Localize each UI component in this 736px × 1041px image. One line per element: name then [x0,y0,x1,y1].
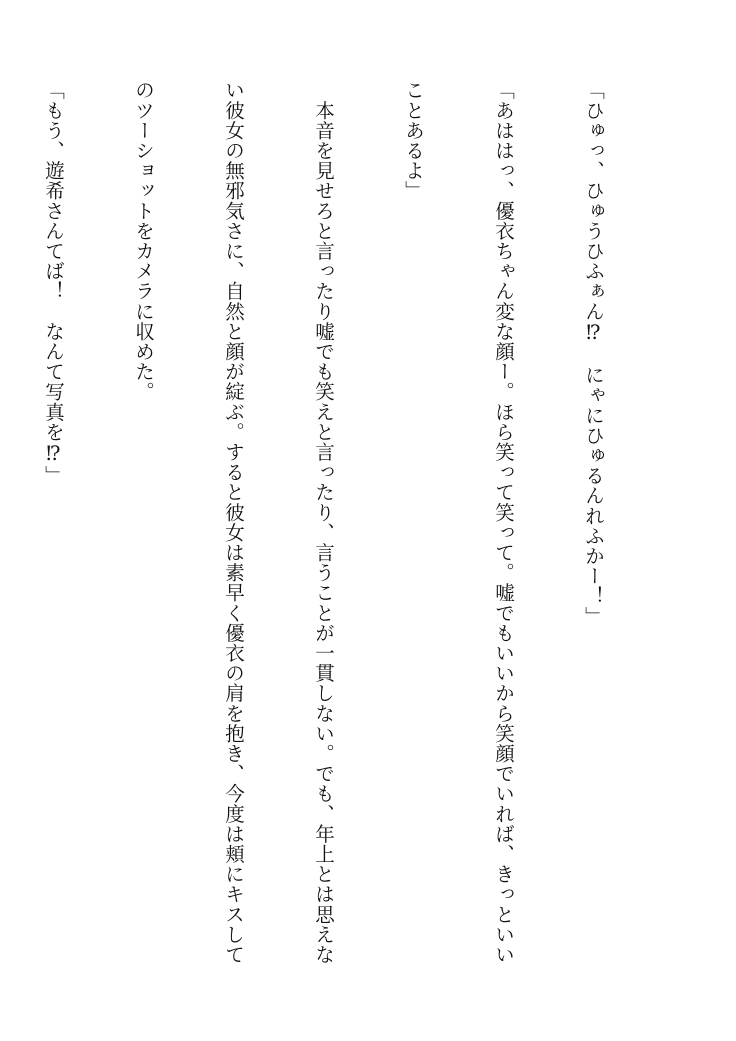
text-line: 本音を見せろと言ったり嘘でも笑えと言ったり、言うことが一貫しない。でも、年上とは思えな [312,80,335,965]
text-line: い彼女の無邪気さに、自然と顔が綻ぶ。すると彼女は素早く優衣の肩を抱き、今度は頬にキスして [222,80,245,965]
text-line: のツーショットをカメラに収めた。 [132,80,155,402]
text-line: 「もう、遊希さんてば！ なんて写真を⁉」 [42,80,65,486]
text-line: ことあるよ」 [402,80,425,201]
text-line: 「ひゅっ、ひゅうひふぁん⁉ にゃにひゅるんれふかー！」 [582,80,605,627]
text-line: 「あははっ、優衣ちゃん変な顔ー。ほら笑って笑って。嘘でもいいから笑顔でいれば、きっといい [492,80,515,965]
vertical-text-body [0,80,668,965]
